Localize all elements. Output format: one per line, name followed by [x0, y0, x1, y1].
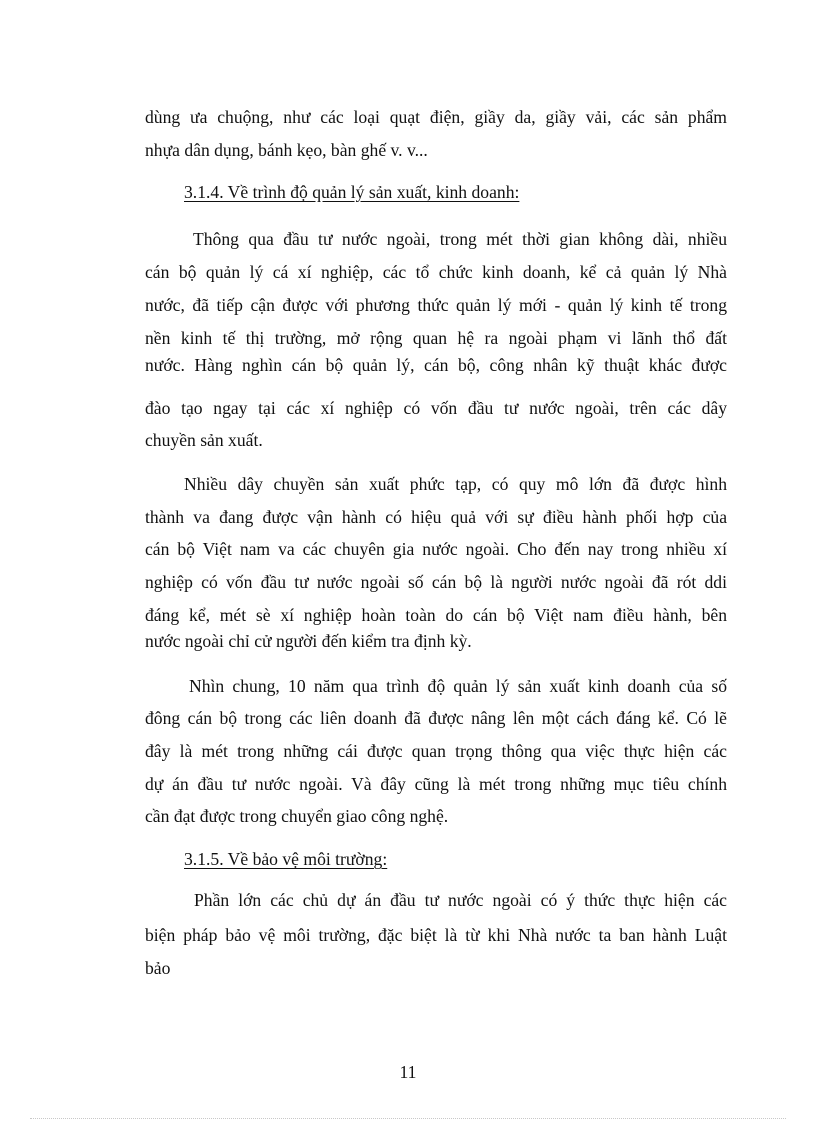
body-text-line: Nhìn chung, 10 năm qua trình độ quản lý sản xuất kinh doanh của số: [189, 676, 727, 696]
body-text-line: nghiệp có vốn đầu tư nước ngoài số cán bộ là người nước ngoài đã rót ddi: [145, 572, 727, 592]
body-text-line: Thông qua đầu tư nước ngoài, trong mét thời gian không dài, nhiều: [193, 229, 727, 249]
body-text-line: Phần lớn các chủ dự án đầu tư nước ngoài có ý thức thực hiện các: [194, 890, 727, 910]
section-heading-3-1-4: 3.1.4. Về trình độ quản lý sản xuất, kinh doanh:: [184, 182, 520, 202]
body-text-line: nước. Hàng nghìn cán bộ quản lý, cán bộ, công nhân kỹ thuật khác được: [145, 355, 727, 375]
body-text-line: thành va đang được vận hành có hiệu quả với sự điều hành phối hợp của: [145, 507, 727, 527]
page-number: 11: [399, 1062, 417, 1082]
body-text-line: chuyền sản xuất.: [145, 430, 263, 450]
body-text-line: biện pháp bảo vệ môi trường, đặc biệt là từ khi Nhà nước ta ban hành Luật: [145, 925, 727, 945]
body-text-line: đào tạo ngay tại các xí nghiệp có vốn đầu tư nước ngoài, trên các dây: [145, 398, 727, 418]
body-text-line: cán bộ quản lý cá xí nghiệp, các tổ chức kinh doanh, kể cả quản lý Nhà: [145, 262, 727, 282]
body-text-line: đông cán bộ trong các liên doanh đã được nâng lên một cách đáng kể. Có lẽ: [145, 708, 727, 728]
body-text-line: bảo: [145, 958, 171, 978]
body-text-line: Nhiều dây chuyền sản xuất phức tạp, có quy mô lớn đã được hình: [184, 474, 727, 494]
body-text-line: nhựa dân dụng, bánh kẹo, bàn ghế v. v...: [145, 140, 428, 160]
body-text-line: đáng kể, mét sè xí nghiệp hoàn toàn do cán bộ Việt nam điều hành, bên: [145, 605, 727, 625]
body-text-line: dự án đầu tư nước ngoài. Và đây cũng là mét trong những mục tiêu chính: [145, 774, 727, 794]
body-text-line: nước ngoài chỉ cử người đến kiểm tra định kỳ.: [145, 631, 472, 651]
page-bottom-divider: [30, 1118, 786, 1119]
body-text-line: cần đạt được trong chuyển giao công nghệ.: [145, 806, 449, 826]
body-text-line: dùng ưa chuộng, như các loại quạt điện, giầy da, giầy vải, các sản phẩm: [145, 107, 727, 127]
section-heading-3-1-5: 3.1.5. Về bảo vệ môi trường:: [184, 849, 388, 869]
body-text-line: cán bộ Việt nam va các chuyên gia nước ngoài. Cho đến nay trong nhiều xí: [145, 539, 727, 559]
body-text-line: nền kinh tế thị trường, mở rộng quan hệ ra ngoài phạm vi lãnh thổ đất: [145, 328, 727, 348]
body-text-line: đây là mét trong những cái được quan trọng thông qua việc thực hiện các: [145, 741, 727, 761]
body-text-line: nước, đã tiếp cận được với phương thức quản lý mới - quản lý kinh tế trong: [145, 295, 727, 315]
